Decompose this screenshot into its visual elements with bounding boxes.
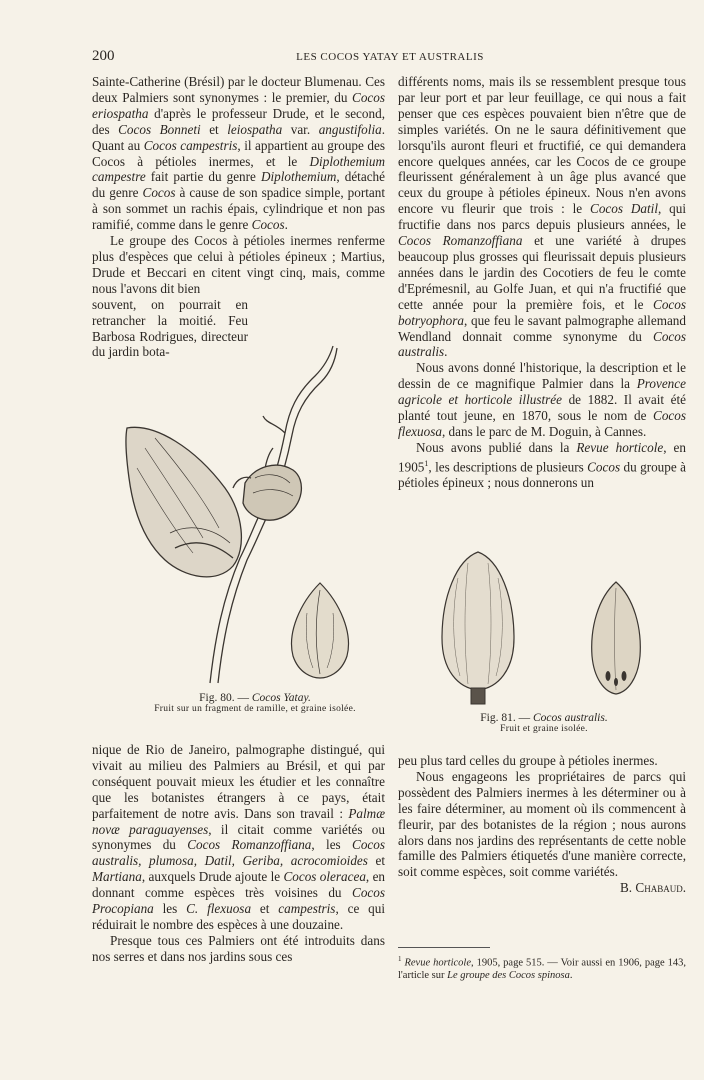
- fig81-fruit: [438, 548, 518, 708]
- left-column-bottom: [92, 742, 385, 965]
- author-signature: B. Chabaud.: [620, 880, 686, 896]
- fig80-caption: Fig. 80. — Cocos Yatay. Fruit sur un fragment de ramille, et graine isolée.: [154, 692, 356, 714]
- paragraph: Nous avons donné l'historique, la description et le dessin de ce magnifique Palmier dans la Provence agricole et horticole illustrée de 1882. Il avait été planté tout jeune, en 1870, sous le nom de Cocos flexuosa, dans le parc de M. Doguin, à Cannes.: [398, 360, 686, 439]
- page-header: [92, 48, 688, 70]
- right-column-top: [398, 74, 686, 491]
- fruit-small: [243, 465, 301, 520]
- fruit-large: [126, 427, 241, 577]
- fig80-illustration: [115, 338, 370, 688]
- paragraph-narrow: souvent, on pourrait en retrancher la moitié. Feu Barbosa Rodrigues, directeur du jardin bota-: [92, 296, 248, 360]
- left-column-top: [92, 74, 385, 360]
- right-column-bottom: [398, 753, 686, 896]
- paragraph: nique de Rio de Janeiro, palmographe distingué, qui vivait au milieu des Palmiers au Brésil, et qui par conséquent pouvait mieux les étudier et les connaître que les botanistes étrangers à ce pays, était parfaitement de notre avis. Dans son travail : Palmæ novæ paraguayenses, il citait comme variétés ou synonymes du Cocos Romanzoffiana, les Cocos australis, plumosa, Datil, Geriba, acrocomioides et Martiana, auxquels Drude ajoute le Cocos oleracea, en donnant comme espèces très voisines du Cocos Procopiana les C. flexuosa et campestris, ce qui réduirait le nombre des espèces à une douzaine.: [92, 742, 386, 932]
- running-title: LES COCOS YATAY ET AUSTRALIS: [296, 51, 484, 63]
- paragraph: Nous avons publié dans la Revue horticole, en 1905$^1$, les descriptions de plusieurs Cocos du groupe à pétioles épineux ; nous donnerons un: [398, 439, 686, 491]
- page-number: 200: [92, 48, 115, 64]
- paragraph: Nous engageons les propriétaires de parcs qui possèdent des Palmiers inermes à les déterminer ou à les faire déterminer, au moment où ils commencent à fleurir, par des botanistes de la région ; nous aurons alors dans nos jardins des représentants de cette noble famille des Palmiers étiquetés d'une manière correcte, soit comme espèces, soit comme variétés. B. Chabaud.: [398, 768, 686, 896]
- fig81-caption: Fig. 81. — Cocos australis. Fruit et graine isolée.: [480, 712, 608, 734]
- footnote-rule: [398, 947, 490, 948]
- seed-isolated: [292, 583, 349, 678]
- footnote-ref: 1: [424, 458, 429, 468]
- footnote: $^1$ Revue horticole, 1905, page 515. — Voir aussi en 1906, page 143, l'article sur Le groupe des Cocos spinosa.: [398, 955, 687, 981]
- paragraph: différents noms, mais ils se ressemblent presque tous par leur port et par leur feuillage, ce qui nous a fait penser que ces espèces pouvaient bien n'être que de simples variétés. On ne le saura définitivement que lorsqu'ils auront fleuri et fructifié, ce qui demandera encore quelques années, car les Cocos de ce groupe fleurissent généralement à un âge plus avancé que ceux du groupe à pétioles épineux. Nous n'en avons encore vu fleurir que trois : le Cocos Datil, qui fructifie dans nos parcs depuis plusieurs années, le Cocos Romanzoffiana et une variété à drupes beaucoup plus grosses qui fleurissait depuis plusieurs années dans le jardin des Cocotiers de feu le comte d'Eprémesnil, au Golfe Juan, et qui n'a fructifié que cette année pour la première fois, et le Cocos botryophora, que feu le savant palmographe allemand Wendland donnait comme synonyme du Cocos australis.: [398, 74, 687, 360]
- paragraph: peu plus tard celles du groupe à pétioles inermes.: [398, 753, 658, 768]
- paragraph: Sainte-Catherine (Brésil) par le docteur Blumenau. Ces deux Palmiers sont synonymes : le premier, du Cocos eriospatha d'après le professeur Drude, et le second, des Cocos Bonneti et leiospatha var. angustifolia. Quant au Cocos campestris, il appartient au groupe des Cocos à pétioles inermes, et le Diplothemium campestre fait partie du genre Diplothemium, détaché du genre Cocos à cause de son spadice simple, portant à son sommet un rachis épais, cylindrique et non pas ramifié, comme dans le genre Cocos.: [92, 74, 385, 233]
- paragraph: Presque tous ces Palmiers ont été introduits dans nos serres et dans nos jardins sous ces: [92, 932, 385, 964]
- fig81-seed: [586, 578, 646, 698]
- paragraph: Le groupe des Cocos à pétioles inermes renferme plus d'espèces que celui à pétioles épineux ; Martius, Drude et Beccari en citent vingt cinq, mais, comme nous l'avons dit bien: [92, 233, 385, 296]
